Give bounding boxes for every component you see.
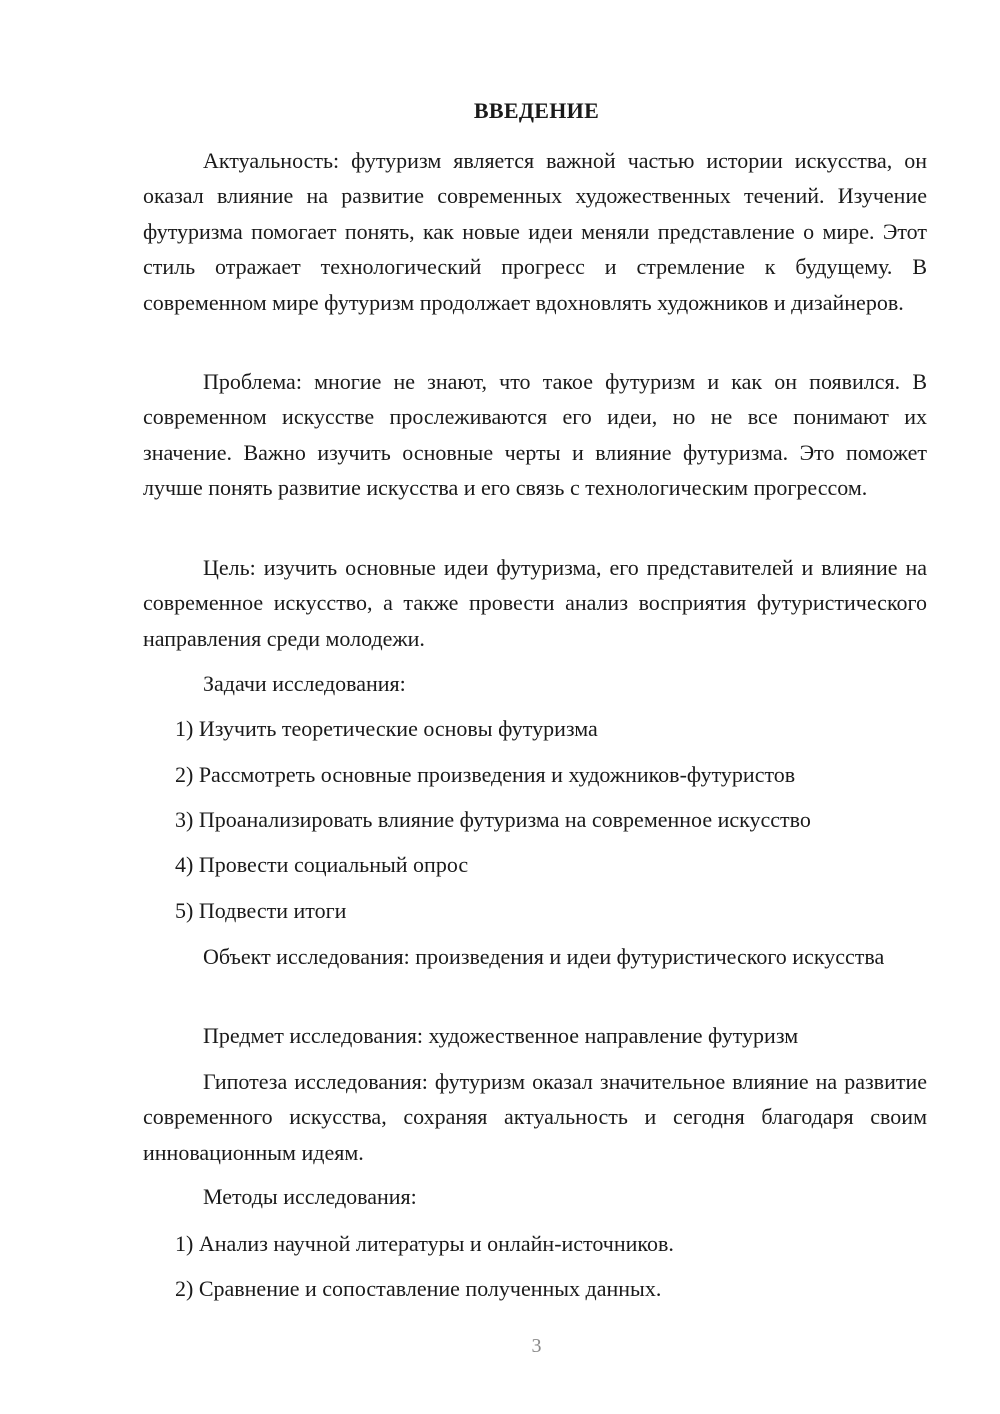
task-item-1: 1) Изучить теоретические основы футуризма bbox=[175, 716, 598, 741]
goal-paragraph: Цель: изучить основные идеи футуризма, его представителей и влияние на современное искусство, а также провести анализ восприятия футуристического направления среди молодежи. bbox=[143, 555, 927, 651]
task-item-4: 4) Провести социальный опрос bbox=[175, 852, 469, 877]
task-item-3: 3) Проанализировать влияние футуризма на современное искусство bbox=[175, 807, 811, 832]
method-item-1: 1) Анализ научной литературы и онлайн-источников. bbox=[175, 1231, 674, 1256]
object-paragraph: Объект исследования: произведения и идеи футуристического искусства bbox=[203, 944, 885, 969]
methods-heading: Методы исследования: bbox=[203, 1184, 417, 1209]
task-item-5: 5) Подвести итоги bbox=[175, 898, 347, 923]
tasks-heading: Задачи исследования: bbox=[203, 671, 406, 696]
page-number: 3 bbox=[531, 1335, 542, 1357]
subject-paragraph: Предмет исследования: художественное направление футуризм bbox=[203, 1023, 799, 1048]
problem-paragraph: Проблема: многие не знают, что такое футуризм и как он появился. В современном искусстве прослеживаются его идеи, но не все понимают их значение. Важно изучить основные черты и влияние футуризма. Это поможет лучше понять развитие искусства и его связь с технологическим прогрессом. bbox=[143, 369, 927, 501]
page-title: ВВЕДЕНИЕ bbox=[473, 98, 600, 123]
task-item-2: 2) Рассмотреть основные произведения и художников-футуристов bbox=[175, 762, 796, 787]
method-item-2: 2) Сравнение и сопоставление полученных данных. bbox=[175, 1276, 662, 1301]
hypothesis-paragraph: Гипотеза исследования: футуризм оказал значительное влияние на развитие современного искусства, сохраняя актуальность и сегодня благодаря своим инновационным идеям. bbox=[143, 1069, 927, 1165]
relevance-paragraph: Актуальность: футуризм является важной частью истории искусства, он оказал влияние на развитие современных художественных течений. Изучение футуризма помогает понять, как новые идеи меняли представление о мире. Этот стиль отражает технологический прогресс и стремление к будущему. В современном мире футуризм продолжает вдохновлять художников и дизайнеров. bbox=[143, 148, 927, 315]
